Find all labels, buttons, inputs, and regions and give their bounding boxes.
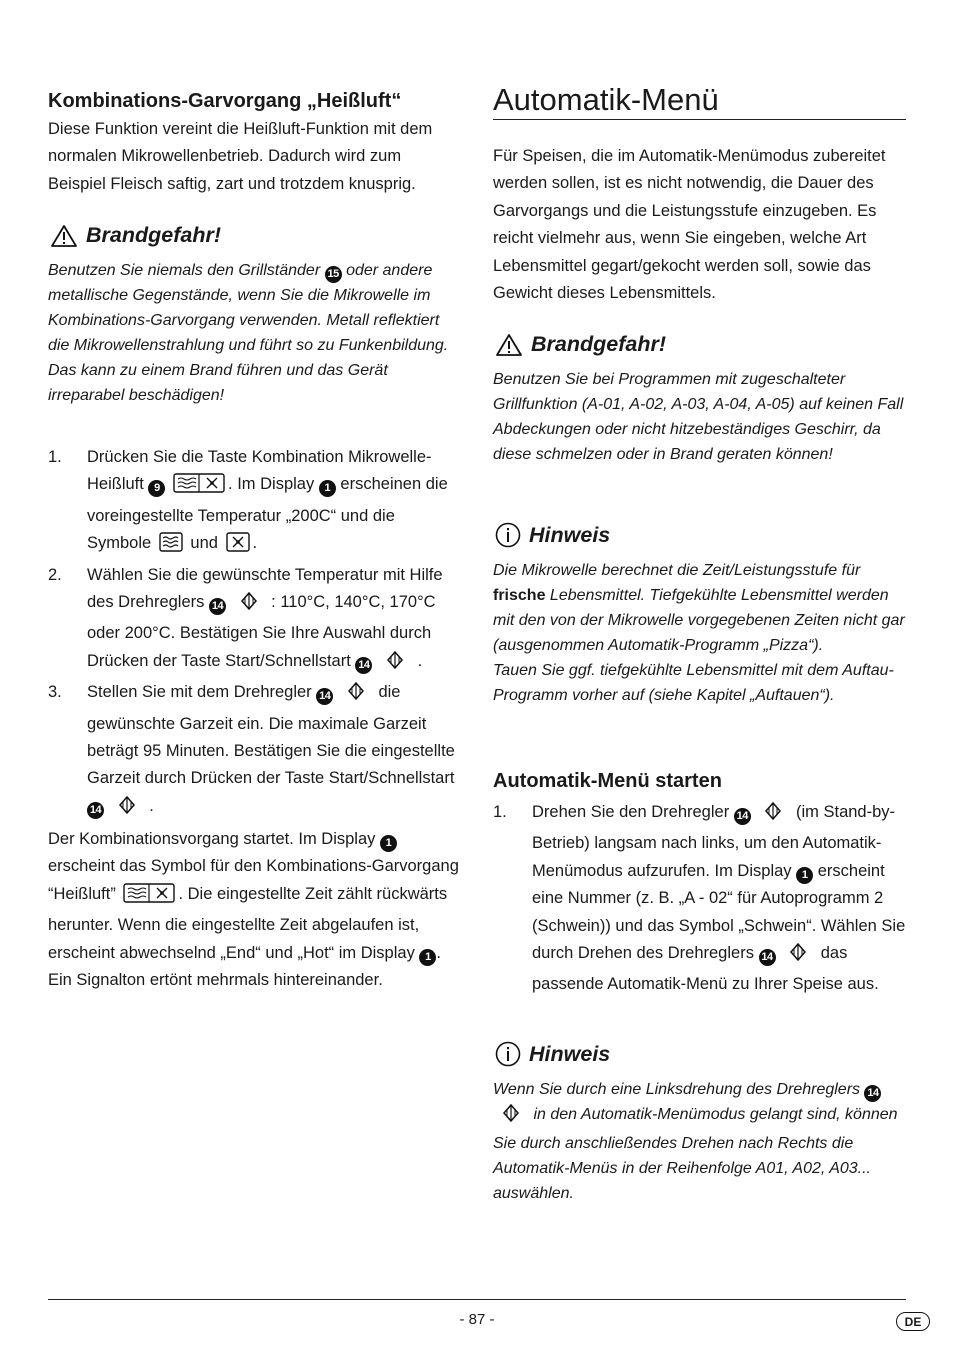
ref-number-badge: 14: [734, 808, 751, 825]
note-heading-1: [495, 522, 610, 548]
warning-heading-right: [495, 332, 666, 357]
ref-number-badge: 1: [380, 835, 397, 852]
list-item: 2. Wählen Sie die gewünschte Temperatur mit Hilfe des Drehreglers 14 : 110°C, 140°C, 170°C oder 200°C. Bestätigen Sie Ihre Auswahl durch Drücken der Taste Start/Schnellstart 14 .: [48, 562, 460, 680]
grill-fan-combo-icon: [173, 473, 225, 502]
warning-triangle-icon: [50, 224, 78, 248]
rotary-knob-icon: [783, 942, 813, 971]
info-icon: [495, 522, 521, 548]
steps-list-left: [48, 444, 460, 824]
page-title: Automatik-Menü: [493, 82, 719, 117]
combination-intro: Diese Funktion vereint die Heißluft-Funktion mit dem normalen Mikrowellenbetrieb. Dadurch wird zum Beispiel Fleisch saftig, zart und trotzdem knusprig.: [48, 120, 433, 193]
combination-outro: Der Kombinationsvorgang startet. Im Display 1 erscheint das Symbol für den Kombinations-Garvorgang “Heißluft” . Die eingestellte Zeit zählt rückwärts herunter. Wenn die eingestellte Zeit abgelaufen ist, erscheint abwechselnd „End“ und „Hot“ im Display 1 . Ein Signalton ertönt mehrmals hintereinander.: [48, 830, 459, 990]
grill-icon: [159, 532, 183, 561]
info-icon: [495, 1041, 521, 1067]
rotary-knob-icon: [380, 650, 410, 679]
steps-list-right: [493, 799, 906, 999]
list-item: 1. Drücken Sie die Taste Kombination Mikrowelle-Heißluft 9 . Im Display 1 erscheinen die voreingestellte Temperatur „200C“ und die Symbole und .: [48, 444, 460, 562]
section-heading-combination: Kombinations-Garvorgang „Heißluft“: [48, 90, 402, 112]
page-number: - 87 -: [459, 1311, 495, 1328]
automatic-intro: Für Speisen, die im Automatik-Menümodus zubereitet werden sollen, ist es nicht notwendig, die Dauer des Garvorgangs und die Leistungsstufe einzugeben. Es reicht vielmehr aus, wenn Sie eingeben, welche Art Lebensmittel gegart/gekocht werden soll, sowie das Gewicht dieses Lebensmittels.: [493, 147, 886, 303]
note-title-1: Hinweis: [529, 522, 611, 547]
warning-title-left: Brandgefahr!: [86, 223, 221, 247]
ref-number-badge: 15: [325, 266, 342, 283]
ref-number-badge: 14: [759, 949, 776, 966]
warning-title-right: Brandgefahr!: [531, 332, 666, 356]
rotary-knob-icon: [758, 801, 788, 830]
list-item: 1. Drehen Sie den Drehregler 14 (im Stand-by-Betrieb) langsam nach links, um den Automatik-Menümodus aufzurufen. Im Display 1 erscheint eine Nummer (z. B. „A - 02“ für Autoprogramm 2 (Schwein)) und das Symbol „Schwein“. Wählen Sie durch Drehen des Drehreglers 14 das passende Automatik-Menü zu Ihrer Speise aus.: [493, 803, 906, 994]
ref-number-badge: 14: [316, 688, 333, 705]
rotary-knob-icon: [234, 591, 264, 620]
footer-divider: [48, 1299, 906, 1300]
title-divider: [493, 119, 906, 120]
rotary-knob-icon: [112, 795, 142, 824]
warning-text-left: Benutzen Sie niemals den Grillständer 15 oder andere metallische Gegenstände, wenn Sie die Mikrowelle im Kombinations-Garvorgang verwenden. Metall reflektiert die Mikrowellenstrahlung und führt so zu Funkenbildung. Das kann zu einem Brand führen und das Gerät irreparabel beschädigen!: [48, 262, 449, 404]
language-badge: DE: [896, 1312, 930, 1331]
fan-icon: [226, 532, 250, 561]
ref-number-badge: 14: [864, 1085, 881, 1102]
note-title-2: Hinweis: [529, 1041, 611, 1066]
note-text-1: Die Mikrowelle berechnet die Zeit/Leistungsstufe für frische Lebensmittel. Tiefgekühlte Lebensmittel werden mit den von der Mikrowelle vorgegebenen Zeiten nicht gar (ausgenommen Automatik-Programm „Pizza“). Tauen Sie ggf. tiefgekühlte Lebensmittel mit dem Auftau-Programm vorher auf (siehe Kapitel „Auftauen“).: [493, 562, 905, 704]
ref-number-badge: 1: [419, 949, 436, 966]
grill-fan-combo-icon: [123, 883, 175, 912]
rotary-knob-icon: [341, 681, 371, 710]
ref-number-badge: 14: [355, 657, 372, 674]
warning-text-right: Benutzen Sie bei Programmen mit zugeschalteter Grillfunktion (A-01, A-02, A-03, A-04, A-05) auf keinen Fall Abdeckungen oder nicht hitzebeständiges Geschirr, da diese schmelzen oder in Brand geraten können!: [493, 371, 904, 463]
warning-triangle-icon: [495, 333, 523, 357]
list-item: 3. Stellen Sie mit dem Drehregler 14 die gewünschte Garzeit ein. Die maximale Garzeit beträgt 95 Minuten. Bestätigen Sie die eingestellte Garzeit durch Drücken der Taste Start/Schnellstart 14 .: [48, 679, 460, 824]
ref-number-badge: 1: [319, 480, 336, 497]
ref-number-badge: 1: [796, 867, 813, 884]
section-heading-start: Automatik-Menü starten: [493, 770, 722, 792]
note-text-2: Wenn Sie durch eine Linksdrehung des Drehreglers 14 in den Automatik-Menümodus gelangt sind, können Sie durch anschließendes Drehen nach Rechts die Automatik-Menüs in der Reihenfolge A01, A02, A03... auswählen.: [493, 1081, 898, 1202]
ref-number-badge: 14: [209, 598, 226, 615]
rotary-knob-icon: [496, 1103, 526, 1131]
ref-number-badge: 9: [148, 480, 165, 497]
ref-number-badge: 14: [87, 802, 104, 819]
warning-heading-left: [50, 223, 221, 248]
note-heading-2: [495, 1041, 610, 1067]
